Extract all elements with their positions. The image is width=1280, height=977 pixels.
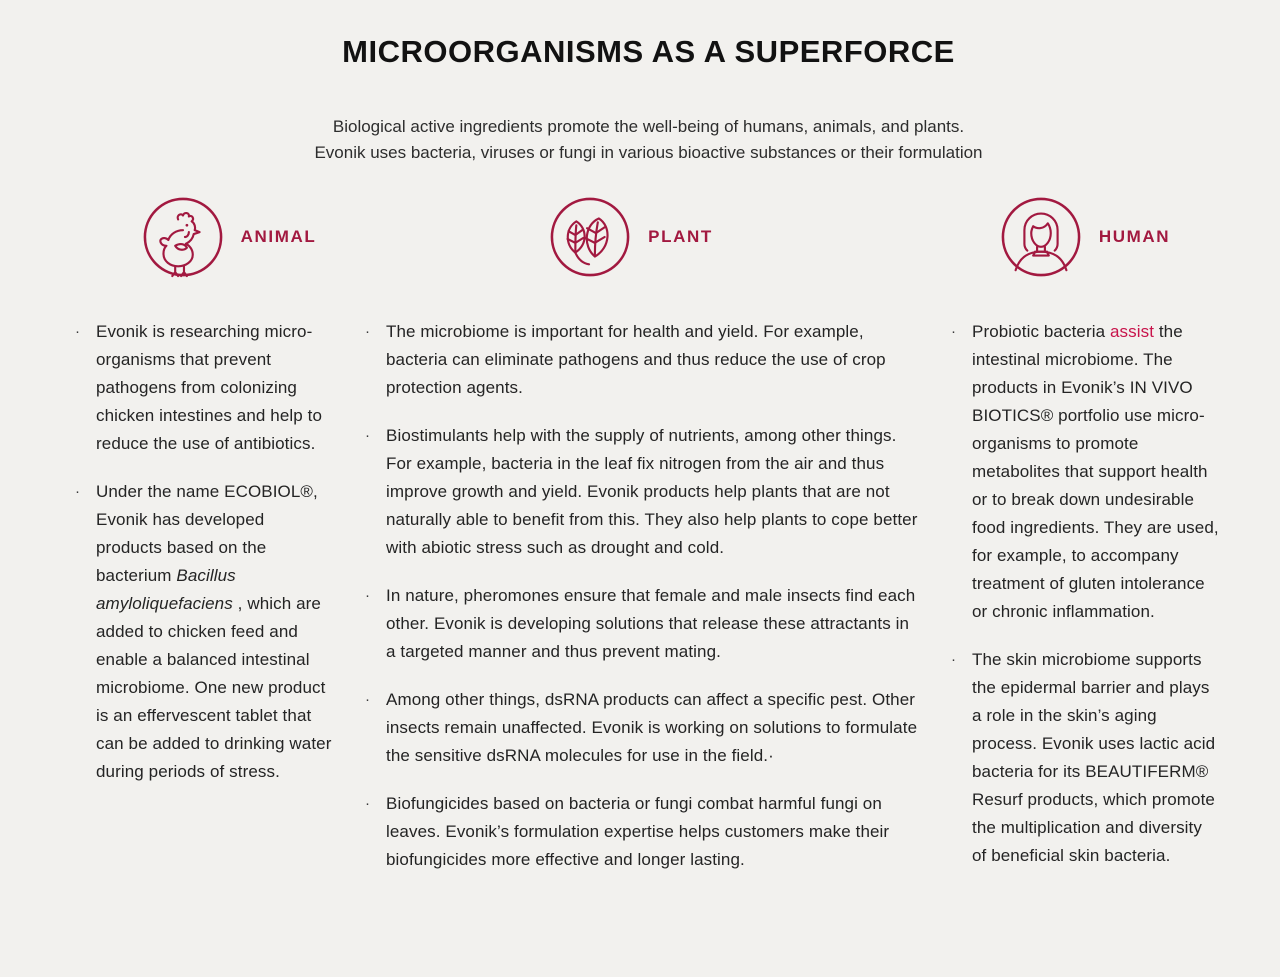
bullet-item (365, 422, 921, 562)
text-segment: Biostimulants help with the supply of nutrients, among other things. For example, bacteria in the leaf fix nitrogen from the air and thus improve growth and yield. Evonik products help plants that are not naturally able to benefit from this. They also help plants to cope better with abiotic stress such as drought and cold. (386, 426, 918, 557)
bullet-item (365, 582, 921, 666)
bullet-item (951, 318, 1219, 626)
bullet-text (386, 686, 921, 770)
bullet-item (75, 478, 335, 786)
text-segment: Biofungicides based on bacteria or fungi combat harmful fungi on leaves. Evonik’s formulation expertise helps customers make their biofungicides more effective and longer lasting. (386, 794, 890, 869)
bullet-item (951, 646, 1219, 870)
bullet-text (386, 790, 921, 874)
bullet-marker: · (365, 795, 371, 812)
text-segment: In nature, pheromones ensure that female and male insects find each other. Evonik is developing solutions that release these attractants in a targeted manner and thus prevent mating. (386, 586, 916, 661)
bullet-text (386, 582, 921, 666)
content-columns (75, 196, 1222, 894)
bullet-marker: · (365, 587, 371, 604)
bullet-list-plant (365, 318, 921, 874)
text-segment: , which are added to chicken feed and enable a balanced intestinal microbiome. One new product is an effervescent tablet that can be added to drinking water during periods of stress. (96, 594, 332, 781)
text-segment: the intestinal microbiome. The products in Evonik’s IN VIVO BIOTICS® portfolio use microorganisms to promote metabolites that support health or to break down undesirable food ingredients. They are used, for example, to accompany treatment of gluten intolerance or chronic inflammation. (972, 322, 1219, 621)
bullet-item (365, 686, 921, 770)
bullet-text (386, 318, 921, 402)
bullet-item (365, 318, 921, 402)
bullet-marker: · (951, 323, 957, 340)
bullet-marker: · (75, 323, 81, 340)
bullet-marker: · (75, 483, 81, 500)
page-subtitle (75, 114, 1222, 166)
leaves-icon (549, 196, 631, 278)
text-segment: The skin microbiome supports the epidermal barrier and plays a role in the skin’s aging process. Evonik uses lactic acid bacteria for its BEAUTIFERM® Resurf products, which promote the multiplication and diversity of beneficial skin bacteria. (972, 650, 1216, 865)
bullet-marker: · (951, 651, 957, 668)
column-label-animal: ANIMAL (240, 227, 317, 246)
bullet-item (365, 790, 921, 874)
text-segment: Among other things, dsRNA products can affect a specific pest. Other insects remain unaffected. Evonik is working on solutions to formulate the sensitive dsRNA molecules for use in the field.· (386, 690, 918, 765)
subtitle-line-1: Biological active ingredients promote the well-being of humans, animals, and plants. (332, 117, 965, 136)
text-segment: Under the name ECOBIOL®, Evonik has developed products based on the bacterium (96, 482, 318, 585)
text-segment: Evonik is researching microorganisms that prevent pathogens from colonizing chicken intestines and help to reduce the use of antibiotics. (96, 322, 323, 453)
bullet-marker: · (365, 427, 371, 444)
text-segment: The microbiome is important for health and yield. For example, bacteria can eliminate pathogens and thus reduce the use of crop protection agents. (386, 322, 886, 397)
bullet-list-human (951, 318, 1219, 870)
column-header-animal (99, 196, 359, 278)
page-title: MICROORGANISMS AS A SUPERFORCE (342, 34, 955, 69)
bullet-marker: · (365, 323, 371, 340)
bullet-text (96, 478, 335, 786)
column-header-plant (353, 196, 909, 278)
bullet-text (972, 318, 1219, 626)
text-segment: Probiotic bacteria (972, 322, 1110, 341)
column-label-plant: PLANT (648, 227, 713, 246)
bullet-text (96, 318, 335, 458)
bullet-marker: · (365, 691, 371, 708)
bullet-text (972, 646, 1219, 870)
column-label-human: HUMAN (1098, 227, 1171, 246)
column-header-human (951, 196, 1219, 278)
bullet-item (75, 318, 335, 458)
species-name: Bacillus amyloliquefaciens (96, 566, 236, 613)
bullet-list-animal (75, 318, 335, 786)
subtitle-line-2: Evonik uses bacteria, viruses or fungi in various bioactive substances or their formulation (314, 143, 983, 162)
text-link[interactable]: assist (1109, 322, 1155, 341)
column-human (951, 196, 1219, 894)
column-animal (75, 196, 335, 894)
bullet-text (386, 422, 921, 562)
column-plant (365, 196, 921, 894)
woman-icon (1000, 196, 1082, 278)
chicken-icon (142, 196, 224, 278)
